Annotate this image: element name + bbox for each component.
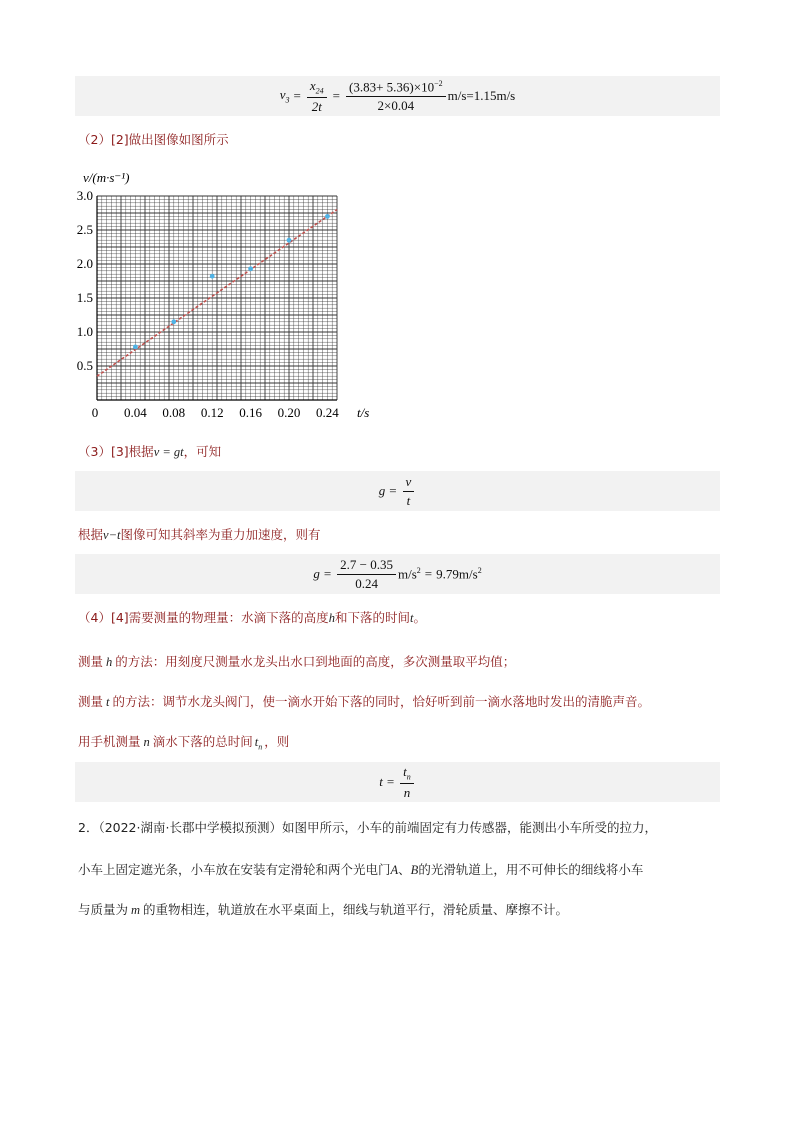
y-tick-label: 1.0 — [76, 324, 93, 339]
fraction-numeric: $\frac{(3.83+ 5.36)\times 10^{-2}}{2\times 0.04}$ — [346, 79, 446, 114]
data-point — [171, 319, 176, 324]
data-point — [325, 214, 330, 219]
equation-g-result: g = $\frac{2.7 - 0.35}{0.24}$ $m/s^2$ = $9.79m/s^2$ — [75, 554, 720, 594]
q2-line2: 小车上固定遮光条，小车放在安装有定滑轮和两个光电门A、B的光滑轨道上，用不可伸长的细线将小车 — [78, 862, 644, 877]
fraction-tn-n: $\frac{t_n}{n}$ — [400, 764, 414, 801]
y-tick-label: 1.5 — [76, 290, 93, 305]
equation-g-v-t: g = $\frac{v}{t}$ — [75, 471, 720, 511]
x-tick-label: 0.24 — [316, 405, 339, 420]
x-tick-label: 0.20 — [277, 405, 301, 420]
x-tick-label: 0 — [91, 405, 99, 420]
y-tick-label: 3.0 — [76, 188, 93, 203]
x-tick-label: 0.12 — [200, 405, 224, 420]
q2-line3: 与质量为 m 的重物相连，轨道放在水平桌面上，细线与轨道平行，滑轮质量、摩擦不计。 — [78, 902, 569, 917]
fraction-x24-2t: $\frac{x_{24}}{2t}$ — [307, 78, 327, 115]
part4-text: （4）[4]需要测量的物理量：水滴下落的高度h和下落的时间t。 — [78, 610, 426, 625]
measure-t-text: 测量 t 的方法：调节水龙头阀门，使一滴水开始下落的同时，恰好听到前一滴水落地时发出的清脆声音。 — [78, 694, 651, 709]
data-point — [248, 266, 253, 271]
data-point — [210, 274, 215, 279]
v3-symbol: $v_3$ — [279, 87, 290, 105]
equation-t-tn-n: t = $\frac{t_n}{n}$ — [75, 762, 720, 802]
q2-line1: 2．（2022·湖南·长郡中学模拟预测）如图甲所示，小车的前端固定有力传感器，能测出小车所受的拉力， — [78, 820, 657, 835]
measure-h-text: 测量 h 的方法：用刻度尺测量水龙头出水口到地面的高度，多次测量取平均值； — [78, 654, 516, 669]
x-tick-label: 0.16 — [239, 405, 262, 420]
x-tick-label: 0.04 — [124, 405, 147, 420]
vt-chart — [70, 162, 390, 432]
y-tick-label: 0.5 — [76, 358, 93, 373]
y-axis-label: v/(m·s⁻¹) — [83, 170, 130, 185]
equation-v3: $v_3$ = $\frac{x_{24}}{2t}$ = $\frac{(3.83+ 5.36)\times 10^{-2}}{2\times 0.04}$ m/s=1.15m/s — [75, 76, 720, 116]
x-axis-label: t/s — [357, 405, 370, 420]
fraction-v-t: $\frac{v}{t}$ — [403, 474, 415, 508]
part3-text: （3）[3]根据v = gt，可知 — [78, 444, 222, 459]
slope-text: 根据v−t图像可知其斜率为重力加速度，则有 — [78, 527, 321, 542]
part2-text: （2）[2]做出图像如图所示 — [78, 132, 229, 147]
y-tick-label: 2.5 — [76, 222, 93, 237]
data-point — [133, 345, 138, 350]
data-point — [287, 238, 292, 243]
y-tick-label: 2.0 — [76, 256, 93, 271]
vt-chart-svg — [70, 162, 390, 432]
phone-text: 用手机测量 n 滴水下落的总时间 $t_n$ ，则 — [78, 734, 290, 752]
fraction-slope: $\frac{2.7 - 0.35}{0.24}$ — [337, 557, 396, 591]
x-tick-label: 0.08 — [162, 405, 186, 420]
